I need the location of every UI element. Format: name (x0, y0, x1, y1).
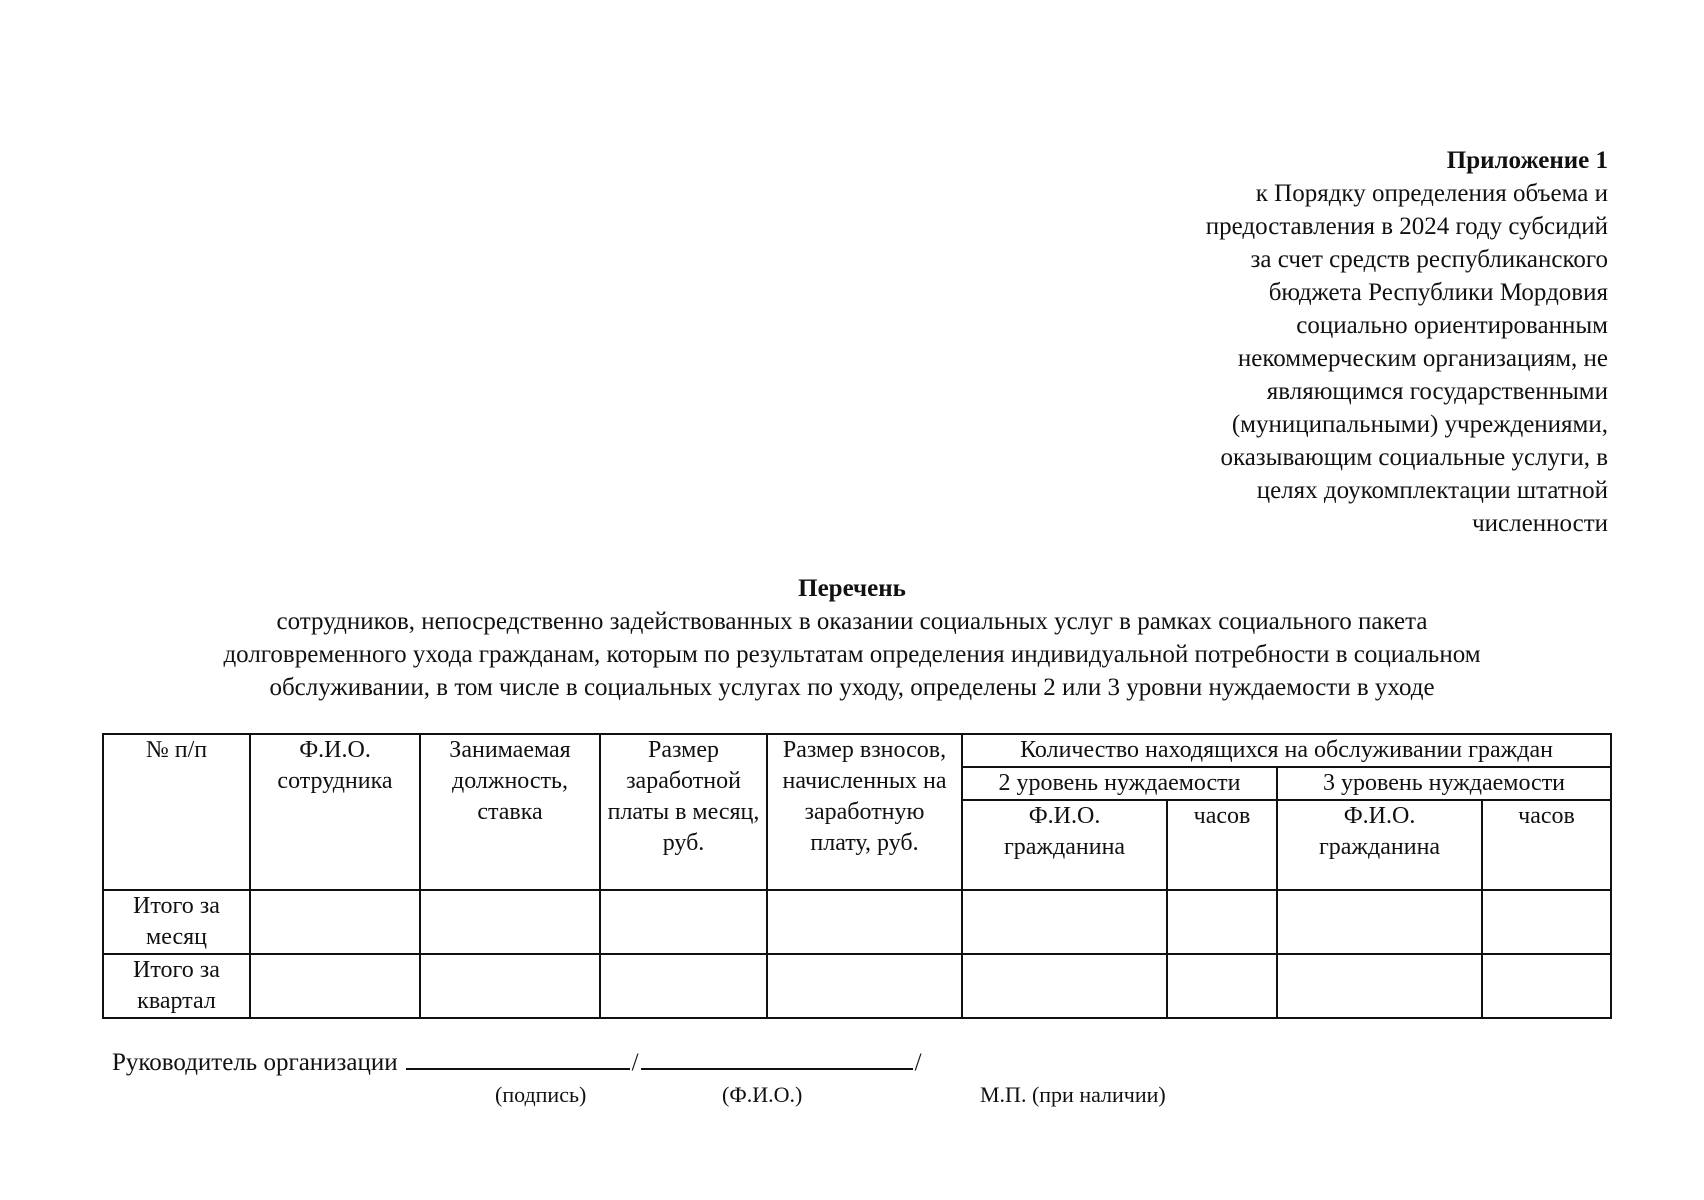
signature-blank (406, 1046, 630, 1070)
caption-signature: (подпись) (495, 1082, 587, 1107)
table-cell (420, 890, 600, 954)
table-cell (250, 890, 420, 954)
appendix-line: за счет средств республиканского (1250, 246, 1608, 273)
signature-slash: / (631, 1049, 639, 1076)
table-cell (1167, 954, 1277, 1018)
employee-register-table (102, 733, 1612, 1019)
signature-label: Руководитель организации (112, 1049, 398, 1076)
caption-stamp: М.П. (при наличии) (980, 1082, 1166, 1107)
table-cell (962, 954, 1167, 1018)
header-level-2: 2 уровень нуждаемости (962, 767, 1277, 800)
appendix-line: являющимся государственными (1266, 378, 1608, 405)
full-name-blank (641, 1046, 913, 1070)
appendix-line: оказывающим социальные услуги, в (1220, 444, 1608, 471)
appendix-line: некоммерческим организациям, не (1237, 345, 1608, 372)
signature-line (112, 1046, 924, 1078)
table-row (103, 890, 1611, 954)
appendix-line: бюджета Республики Мордовия (1268, 279, 1608, 306)
table-cell (1482, 890, 1611, 954)
document-subtitle-line: сотрудников, непосредственно задействованных в оказании социальных услуг в рамках социального пакета (276, 608, 1428, 635)
table-cell (420, 954, 600, 1018)
header-level-3: 3 уровень нуждаемости (1277, 767, 1611, 800)
table-row (103, 954, 1611, 1018)
header-contributions: Размер взносов, начисленных на заработную плату, руб. (767, 734, 962, 890)
appendix-title: Приложение 1 (1446, 147, 1608, 174)
table-cell (767, 890, 962, 954)
appendix-block (1048, 144, 1608, 540)
document-heading: Перечень (798, 575, 906, 602)
signature-slash: / (914, 1049, 922, 1076)
header-hours-level-2: часов (1167, 800, 1277, 890)
header-salary: Размер заработной платы в месяц, руб. (600, 734, 767, 890)
document-subtitle-line: долговременного ухода гражданам, которым по результатам определения индивидуальной потребности в социальном (223, 641, 1481, 668)
header-number: № п/п (103, 734, 250, 890)
appendix-line: (муниципальными) учреждениями, (1231, 411, 1608, 438)
table-cell (250, 954, 420, 1018)
document-subtitle-line: обслуживании, в том числе в социальных услугах по уходу, определены 2 или 3 уровни нуждаемости в уходе (269, 674, 1435, 701)
header-employee-name: Ф.И.О. сотрудника (250, 734, 420, 890)
table-cell (1482, 954, 1611, 1018)
row-label: Итого за квартал (103, 954, 250, 1018)
table-cell (1277, 890, 1482, 954)
header-clients-group: Количество находящихся на обслуживании граждан (962, 734, 1611, 767)
caption-full-name: (Ф.И.О.) (722, 1082, 803, 1107)
table-cell (1277, 954, 1482, 1018)
appendix-line: предоставления в 2024 году субсидий (1205, 213, 1608, 240)
row-label: Итого за месяц (103, 890, 250, 954)
appendix-line: к Порядку определения объема и (1255, 180, 1608, 207)
header-citizen-name-level-2: Ф.И.О. гражданина (962, 800, 1167, 890)
table-cell (600, 890, 767, 954)
document-title-block (0, 572, 1704, 704)
table-cell (600, 954, 767, 1018)
signature-captions (0, 1080, 1704, 1110)
appendix-line: численности (1472, 510, 1608, 537)
table-cell (1167, 890, 1277, 954)
header-position: Занимаемая должность, ставка (420, 734, 600, 890)
header-hours-level-3: часов (1482, 800, 1611, 890)
header-citizen-name-level-3: Ф.И.О. гражданина (1277, 800, 1482, 890)
appendix-line: социально ориентированным (1296, 312, 1608, 339)
appendix-line: целях доукомплектации штатной (1256, 477, 1608, 504)
table-cell (962, 890, 1167, 954)
table-cell (767, 954, 962, 1018)
